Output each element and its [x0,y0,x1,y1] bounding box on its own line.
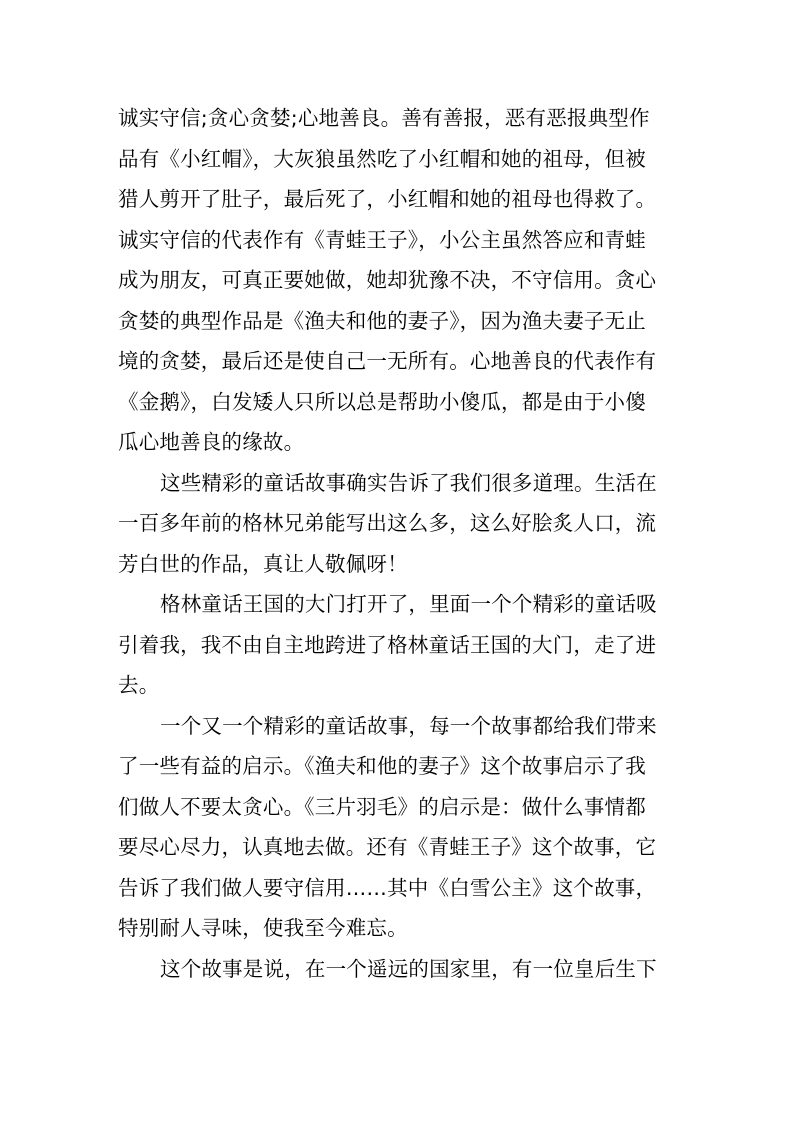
paragraph-3 [118,584,688,706]
text-line: 瓜心地善良的缘故。 [118,430,305,454]
text-line: 猎人剪开了肚子，最后死了，小红帽和她的祖母也得救了。 [118,187,657,211]
paragraph-2 [118,463,688,585]
text-line: 们做人不要太贪心。《三片羽毛》的启示是：做什么事情都 [118,794,646,819]
text-line: 《金鹅》，白发矮人只所以总是帮助小傻瓜，都是由于小傻 [118,389,646,414]
paragraph-5 [118,949,688,990]
text-line: 格林童话王国的大门打开了，里面一个个精彩的童话吸 [160,592,657,616]
text-line: 了一些有益的启示。《渔夫和他的妻子》这个故事启示了我 [118,754,646,778]
text-line: 这些精彩的童话故事确实告诉了我们很多道理。生活在 [160,470,657,495]
body-text [118,98,688,989]
text-line: 贪婪的典型作品是《渔夫和他的妻子》，因为渔夫妻子无止 [118,308,646,333]
text-line: 告诉了我们做人要守信用……其中《白雪公主》这个故事， [118,875,657,900]
text-line: 特别耐人寻味，使我至今难忘。 [118,916,408,940]
text-line: 品有《小红帽》，大灰狼虽然吃了小红帽和她的祖母，但被 [118,146,646,171]
text-line: 诚实守信的代表作有《青蛙王子》，小公主虽然答应和青蛙 [118,227,646,252]
text-line: 芳白世的作品，真让人敬佩呀！ [118,551,408,576]
paragraph-1 [118,98,688,463]
text-line: 去。 [118,673,160,697]
text-line: 一百多年前的格林兄弟能写出这么多，这么好脍炙人口，流 [118,511,657,535]
text-line: 诚实守信;贪心贪婪;心地善良。善有善报，恶有恶报典型作 [118,106,650,130]
paragraph-4 [118,706,688,949]
text-line: 要尽心尽力，认真地去做。还有《青蛙王子》这个故事，它 [118,835,657,859]
text-line: 引着我，我不由自主地跨进了格林童话王国的大门，走了进 [118,632,657,657]
text-line: 一个又一个精彩的童话故事，每一个故事都给我们带来 [160,713,657,738]
text-line: 这个故事是说，在一个遥远的国家里，有一位皇后生下 [160,956,657,981]
text-line: 境的贪婪，最后还是使自己一无所有。心地善良的代表作有 [118,349,657,373]
text-line: 成为朋友，可真正要她做，她却犹豫不决，不守信用。贪心 [118,268,657,292]
